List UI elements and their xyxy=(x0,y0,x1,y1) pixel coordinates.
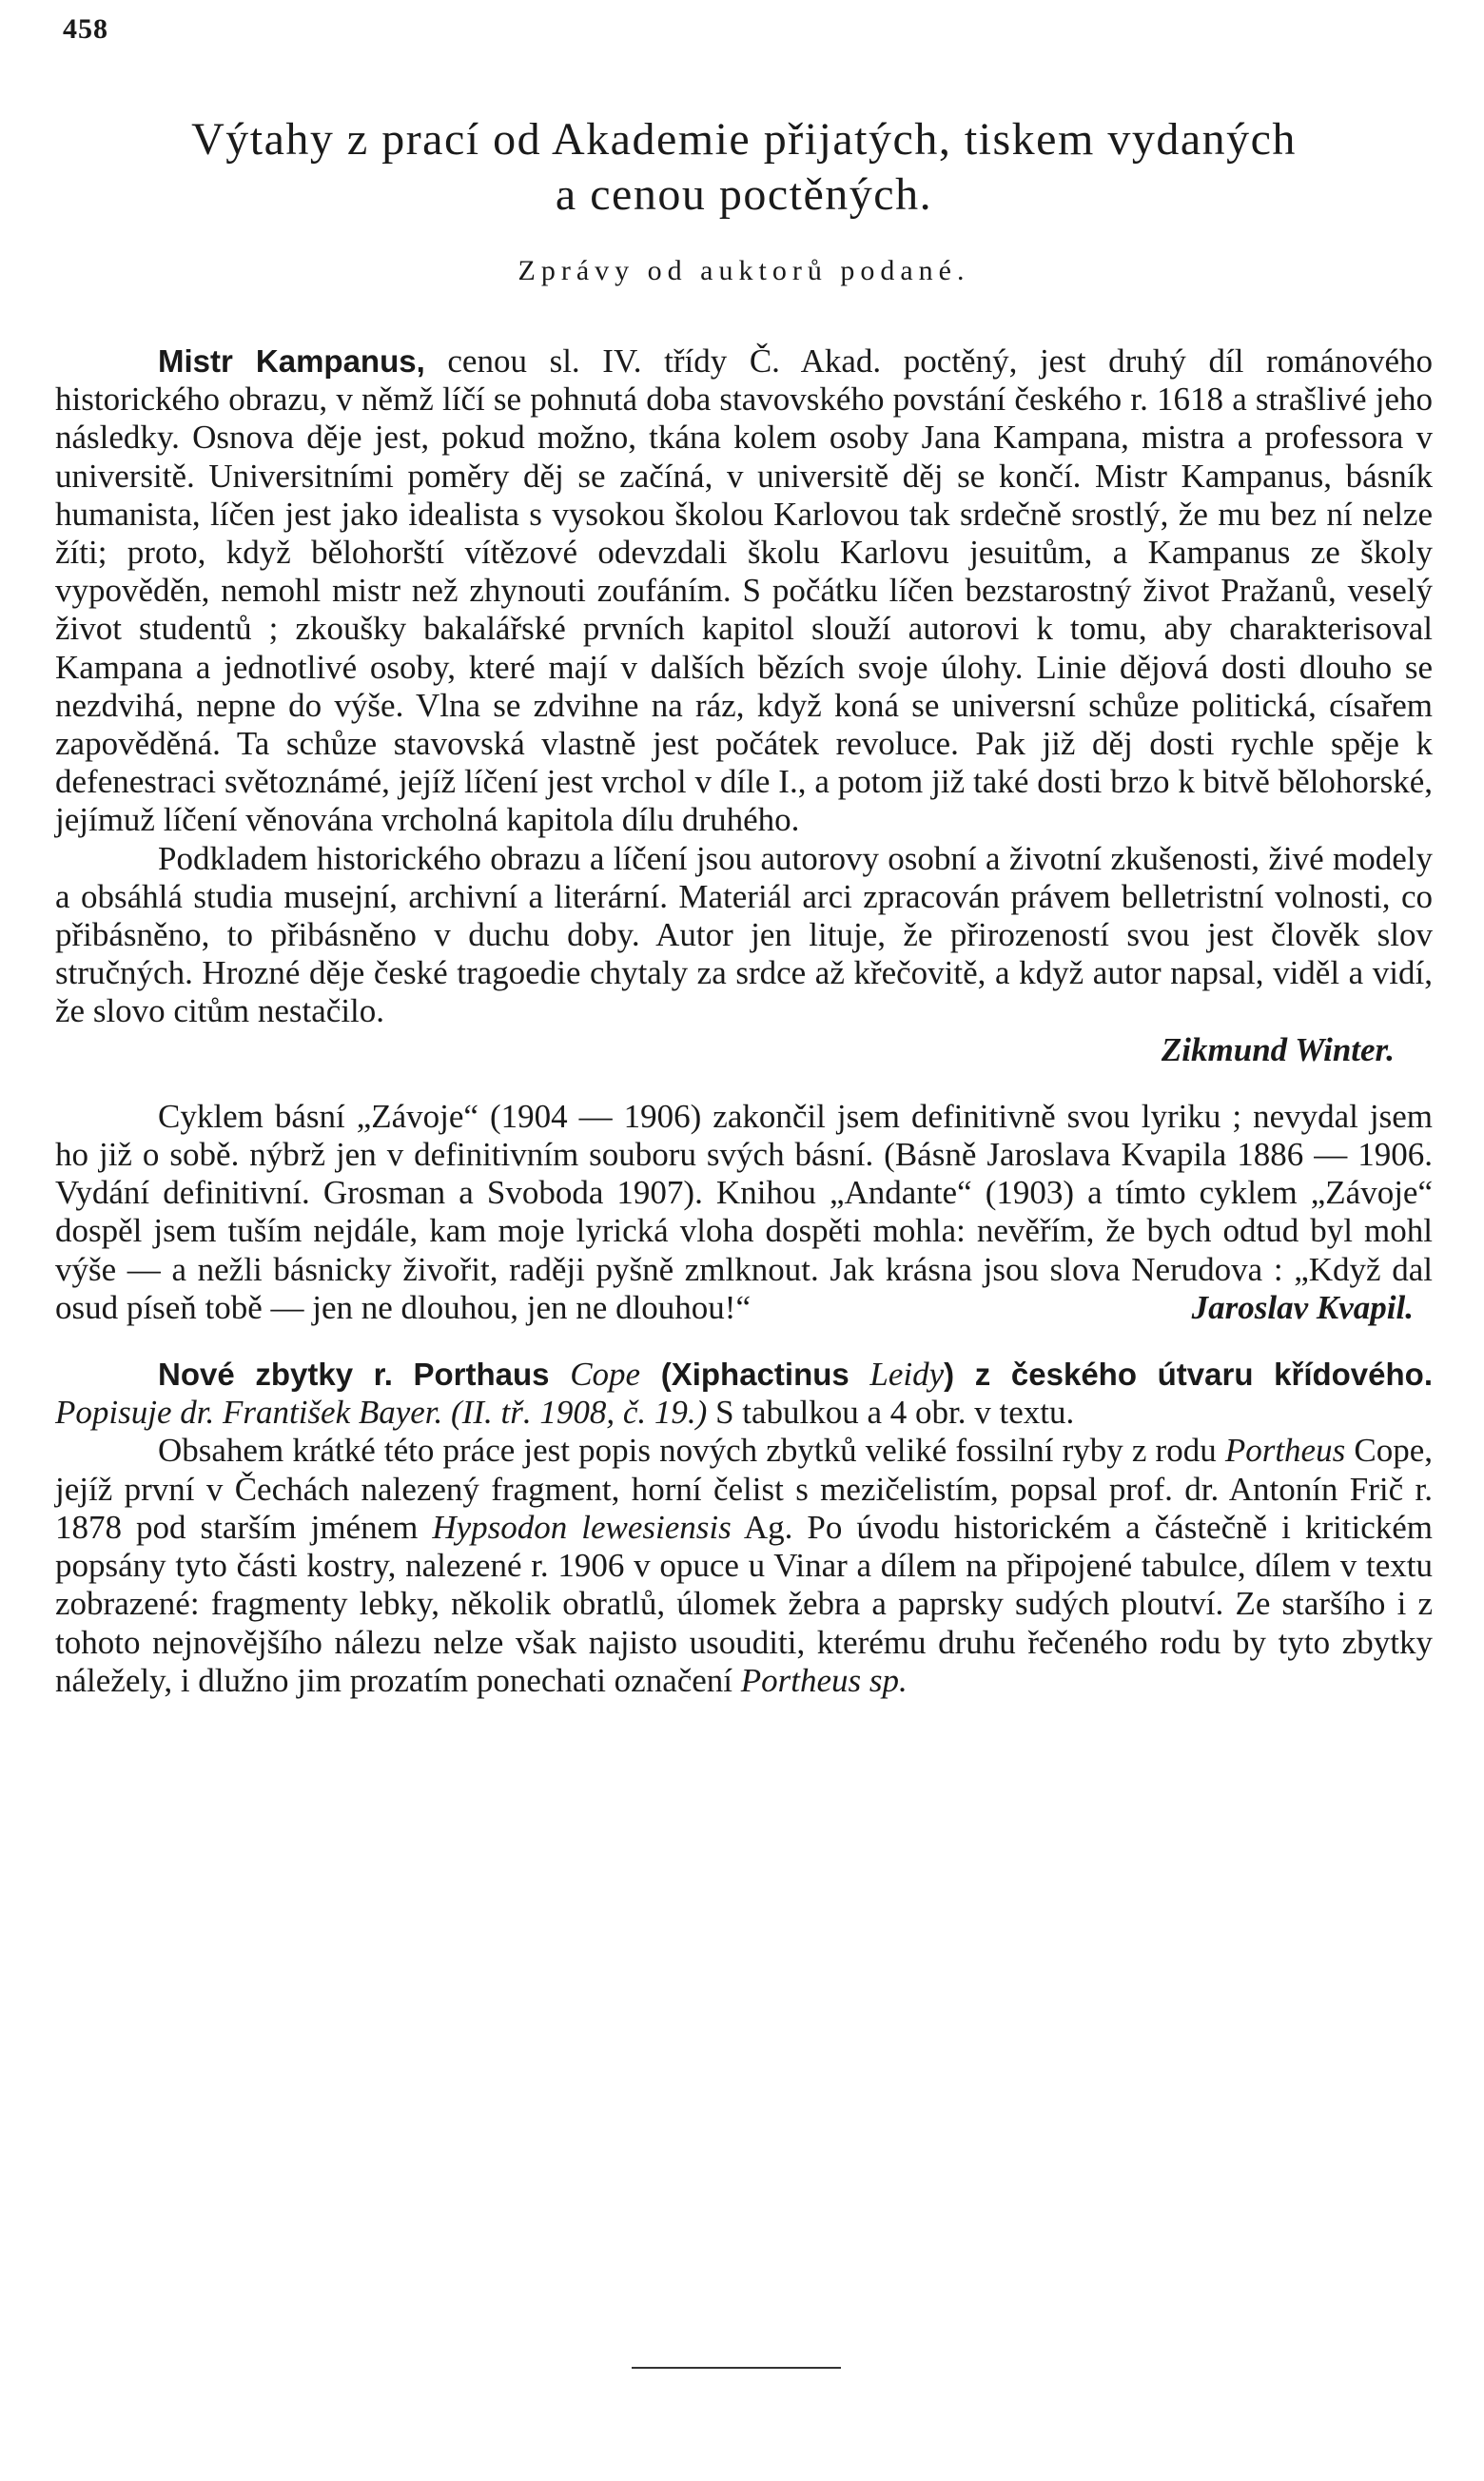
porthaus-lead-3: ) z českého útvaru křídového. xyxy=(944,1357,1433,1393)
porthaus-author: Popisuje dr. František Bayer. (II. tř. 1908, č. 19.) xyxy=(55,1394,708,1432)
article-body xyxy=(55,342,1433,1700)
porthaus-leidy: Leidy xyxy=(869,1356,945,1394)
porthaus-lead-1: Nové zbytky r. Porthaus xyxy=(158,1357,571,1393)
page-number: 458 xyxy=(63,13,108,45)
kampanus-text-1: cenou sl. IV. třídy Č. Akad. poctěný, jest druhý díl románového historického obrazu, v němž líčí se pohnutá doba stavovského povstání českého r. 1618 a strašlivé jeho následky. Osnova děje jest, pokud možno, tkána kolem osoby Jana Kampana, mistra a professora v universitě. Universitními poměry děj se začíná, v universitě děj se končí. Mistr Kampanus, básník humanista, líčen jest jako idealista s vysokou školou Karlovou tak srdečně srostlý, že mu bez ní nelze žíti; proto, když bělohorští vítězové odevzdali školu Karlovu jesuitům, a Kampanus ze školy vypověděn, nemohl mistr než zhynouti zoufáním. S počátku líčen bezstarostný život Pražanů, veselý život studentů ; zkoušky bakalářské prvních kapitol slouží autorovi k tomu, aby charakterisoval Kampana a jednotlivé osoby, které mají v dalších bězích svoje úlohy. Linie dějová dosti dlouho se nezdvihá, nepne do výše. Vlna se zdvihne na ráz, když koná se universní schůze politická, císařem zapověděná. Ta schůze stavovská vlastně jest počátek revoluce. Pak již děj dosti rychle spěje k defenestraci světoznámé, jejíž líčení jest vrchol v díle I., a potom již také dosti brzo k bitvě bělohorské, jejímuž líčení věnována vrcholná kapitola dílu druhého. xyxy=(55,342,1433,839)
portheus-genus: Portheus xyxy=(1224,1432,1346,1470)
porthaus-text-b: Cope, jejíž první v Čechách nalezený fragment, horní čelist s mezičelistím, popsal prof. dr. Antonín Frič r. 1878 pod starším jménem xyxy=(55,1432,1433,1546)
winter-signature: Zikmund Winter. xyxy=(1161,1030,1395,1068)
hypsodon-name: Hypsodon lewesiensis xyxy=(432,1508,732,1546)
zavoje-paragraph xyxy=(55,1098,1433,1327)
kvapil-signature: Jaroslav Kvapil. xyxy=(1191,1288,1414,1326)
porthaus-heading xyxy=(55,1356,1433,1432)
page-subtitle: Zprávy od auktorů podané. xyxy=(517,255,970,286)
page-title xyxy=(55,112,1433,223)
title-line-1: Výtahy z prací od Akademie přijatých, tiskem vydaných xyxy=(191,114,1297,165)
porthaus-text-c: Ag. Po úvodu historickém a částečně i kritickém popsány tyto části kostry, nalezené r. 1906 v opuce u Vinar a dílem na připojené tabulce, dílem v textu zobrazené: fragmenty lebky, několik obratlů, úlomek žebra a paprsky sudých ploutví. Ze staršího i z tohoto nejnovějšího nálezu nelze však najisto usouditi, kterému druhu řečeného rodu by tyto zbytky náležely, i dlužno jim prozatím ponechati označení xyxy=(55,1508,1433,1699)
kampanus-lead: Mistr Kampanus, xyxy=(158,343,425,379)
kampanus-paragraph-1 xyxy=(55,342,1433,840)
porthaus-cope: Cope xyxy=(570,1356,641,1394)
title-line-2: a cenou poctěných. xyxy=(555,169,933,220)
porthaus-text-a: Obsahem krátké této práce jest popis nových zbytků veliké fossilní ryby z rodu xyxy=(158,1432,1225,1470)
kampanus-paragraph-2: Podkladem historického obrazu a líčení jsou autorovy osobní a životní zkušenosti, živé modely a obsáhlá studia musejní, archivní a literární. Materiál arci zpracován právem belletristní volnosti, co přibásněno, to přibásněno v duchu doby. Autor jen lituje, že přirozeností svou jest člověk slov stručných. Hrozné děje české tragoedie chytaly za srdce až křečovitě, a když autor napsal, viděl a vidí, že slovo citům nestačilo. xyxy=(55,839,1433,1030)
closing-rule xyxy=(632,2367,841,2369)
porthaus-lead-2: (Xiphactinus xyxy=(640,1357,870,1393)
zavoje-text: Cyklem básní „Závoje“ (1904 — 1906) zakončil jsem definitivně svou lyriku ; nevydal jsem ho již o sobě. nýbrž jen v definitivním souboru svých básní. (Básně Jaroslava Kvapila 1886 — 1906. Vydání definitivní. Grosman a Svoboda 1907). Knihou „Andante“ (1903) a tímto cyklem „Závoje“ dospěl jsem tuším nejdále, kam moje lyrická vloha dospěti mohla: nevěřím, že bych odtud byl mohl výše — a nežli básnicky živořit, raději pyšně zmlknout. Jak krásna jsou slova Nerudova : „Když dal osud píseň tobě — jen ne dlouhou, jen ne dlouhou!“ xyxy=(55,1097,1433,1326)
portheus-sp: Portheus sp. xyxy=(740,1661,908,1699)
porthaus-tail: S tabulkou a 4 obr. v textu. xyxy=(707,1394,1075,1432)
porthaus-paragraph xyxy=(55,1432,1433,1699)
